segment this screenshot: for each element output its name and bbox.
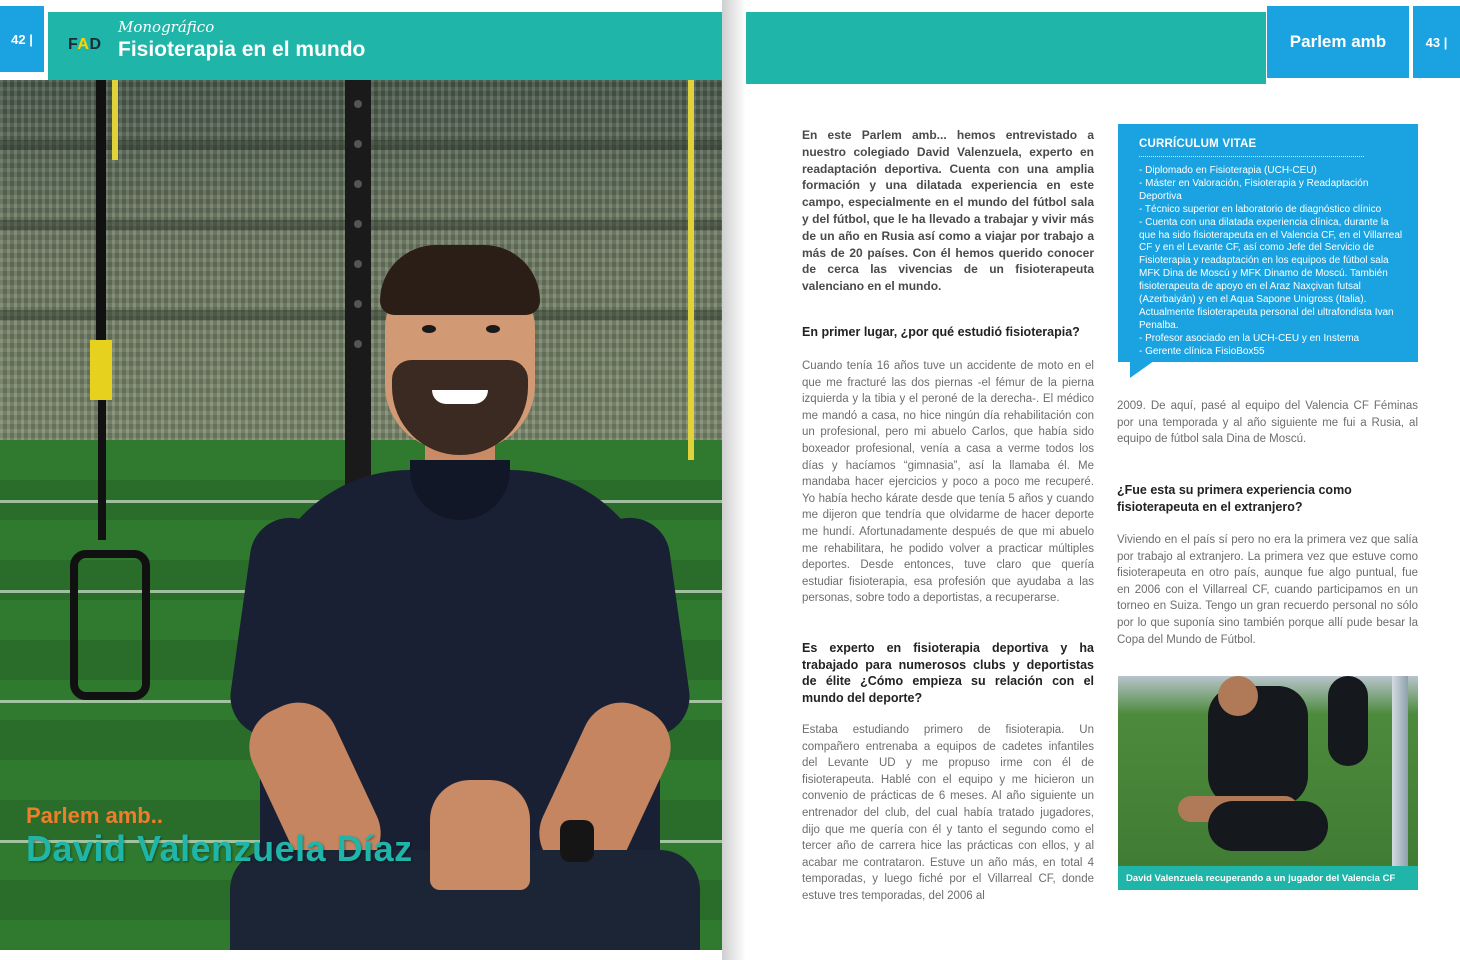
match-photo bbox=[1118, 676, 1418, 890]
section-bar bbox=[48, 12, 722, 80]
cv-item: - Técnico superior en laboratorio de diagnóstico clínico bbox=[1139, 203, 1382, 215]
question-3: ¿Fue esta su primera experiencia como fisioterapeuta en el extranjero? bbox=[1117, 483, 1352, 514]
cv-item: - Diplomado en Fisioterapia (UCH-CEU) bbox=[1139, 165, 1317, 176]
cv-item: - Gerente clínica FisioBox55 bbox=[1139, 345, 1265, 357]
question-2: Es experto en fisioterapia deportiva y ha trabajado para numerosos clubs y deportistas de élite ¿Cómo empieza su relación con el mundo del deporte? bbox=[802, 641, 1094, 705]
fad-logo: FAD bbox=[68, 36, 102, 53]
answer-2: Estaba estudiando primero de fisioterapia. Un compañero entrenaba a equipos de cadetes infantiles del Levante UD y me propuso irme con él de fisioterapeuta. Hablé con el equipo y me hicieron un convenio de prácticas de 6 meses. Al año siguiente un entrenador del club, del cual había tratado jugadores, dijo que me quería con él y tanto el segundo como el tercer año de carrera hice las prácticas con ellos, y al acabar me contrataron. Estuve un año más, en total 4 temporadas, y luego fiché por el Villarreal CF, donde estuve tres temporadas, del 2006 al bbox=[802, 724, 1094, 902]
subtitle: Parlem amb.. bbox=[26, 803, 163, 828]
category-label: Parlem amb bbox=[1267, 6, 1409, 78]
cv-box-tail bbox=[1130, 358, 1158, 378]
section-title: Fisioterapia en el mundo bbox=[118, 38, 366, 61]
question-1: En primer lugar, ¿por qué estudió fisioterapia? bbox=[802, 325, 1080, 339]
right-page bbox=[746, 0, 1460, 960]
page-number-right: 43 | bbox=[1413, 6, 1460, 78]
answer-3: Viviendo en el país sí pero no era la primera vez que salía por trabajo al extranjero. La primera vez que estuve como fisioterapeuta en otro país, aunque fue algo puntual, fue en 2006 con el Villarreal CF, cuando participamos en un torneo en Suiza. Tengo un gran recuerdo personal no sólo por lo que suponía sino también porque allí pude besar la Copa del Mundo de Fútbol. bbox=[1117, 534, 1418, 646]
left-page bbox=[0, 0, 722, 950]
answer-1: Cuando tenía 16 años tuve un accidente de moto en el que me fracturé las dos piernas -el fémur de la pierna izquierda y la tibia y el peroné de la derecha-. El médico me mandó a casa, no hice ningún día rehabilitación con un profesional, pero mi abuelo Carlos, que había sido boxeador profesional, venía a casa a verme todos los días y hacíamos “gimnasia”, así la llamaba él. Me mandaba hacer ejercicios y poco a poco me recuperé. Yo había hecho kárate desde que tenía 5 años y cuando me dijeron que tendría que olvidarme de hacer deporte me hundí. Afortunadamente después de que mi abuelo me rehabilitara, he podido volver a practicar múltiples deportes. Desde entonces, tuve claro que quería estudiar fisioterapia, esa profesión que ayudaba a las personas, sobre todo a deportistas, a recuperarse. bbox=[802, 360, 1094, 605]
cv-title: CURRÍCULUM VITAE bbox=[1139, 138, 1257, 150]
page-number-left: 42 | bbox=[0, 6, 44, 72]
monografico-label: Monográfico bbox=[118, 18, 215, 36]
interviewee-name: David Valenzuela Díaz bbox=[26, 828, 413, 869]
strap-handle bbox=[70, 550, 150, 700]
intro-paragraph: En este Parlem amb... hemos entrevistado a nuestro colegiado David Valenzuela, experto en readaptación deportiva. Cuenta con una amplia formación y una dilatada experiencia en este campo, especialmente en el mundo del fútbol sala y del fútbol, que le ha llevado a trabajar y vivir más de un año en Rusia así como a viajar por trabajo a más de 20 países. Con él hemos querido conocer de cerca las vivencias de un fisioterapeuta valenciano en el mundo. bbox=[802, 128, 1094, 294]
wristwatch bbox=[560, 820, 594, 862]
left-header bbox=[0, 0, 722, 80]
cv-divider bbox=[1139, 156, 1364, 157]
cv-item: - Máster en Valoración, Fisioterapia y Readaptación Deportiva bbox=[1139, 177, 1369, 202]
cover-photo bbox=[0, 80, 722, 950]
cv-list bbox=[1139, 165, 1404, 359]
header-bar bbox=[746, 12, 1266, 84]
photo-caption: David Valenzuela recuperando a un jugador del Valencia CF bbox=[1118, 866, 1418, 890]
cv-box bbox=[1118, 124, 1418, 362]
cv-item: - Profesor asociado en la UCH-CEU y en Instema bbox=[1139, 332, 1360, 344]
spine-gutter bbox=[722, 0, 746, 960]
cv-item: - Cuenta con una dilatada experiencia clínica, durante la que ha sido fisioterapeuta en el Valencia CF, en el Villarreal CF y en el Levante CF, así como Jefe del Servicio de Fisioterapia y readaptación en los equipos de fútbol sala MFK Dina de Moscú y MFK Dinamo de Moscú. También fisioterapeuta de apoyo en el Araz Naxçivan futsal (Azerbaiyán) y en el Aqua Sapone Unigross (Italia). Actualmente fisioterapeuta personal del ultrafondista Ivan Penalba. bbox=[1139, 216, 1403, 331]
answer-2-continued: 2009. De aquí, pasé al equipo del Valencia CF Féminas por una temporada y al año siguiente me fui a Rusia, al equipo de fútbol sala Dina de Moscú. bbox=[1117, 400, 1418, 446]
suspension-strap bbox=[96, 80, 106, 340]
